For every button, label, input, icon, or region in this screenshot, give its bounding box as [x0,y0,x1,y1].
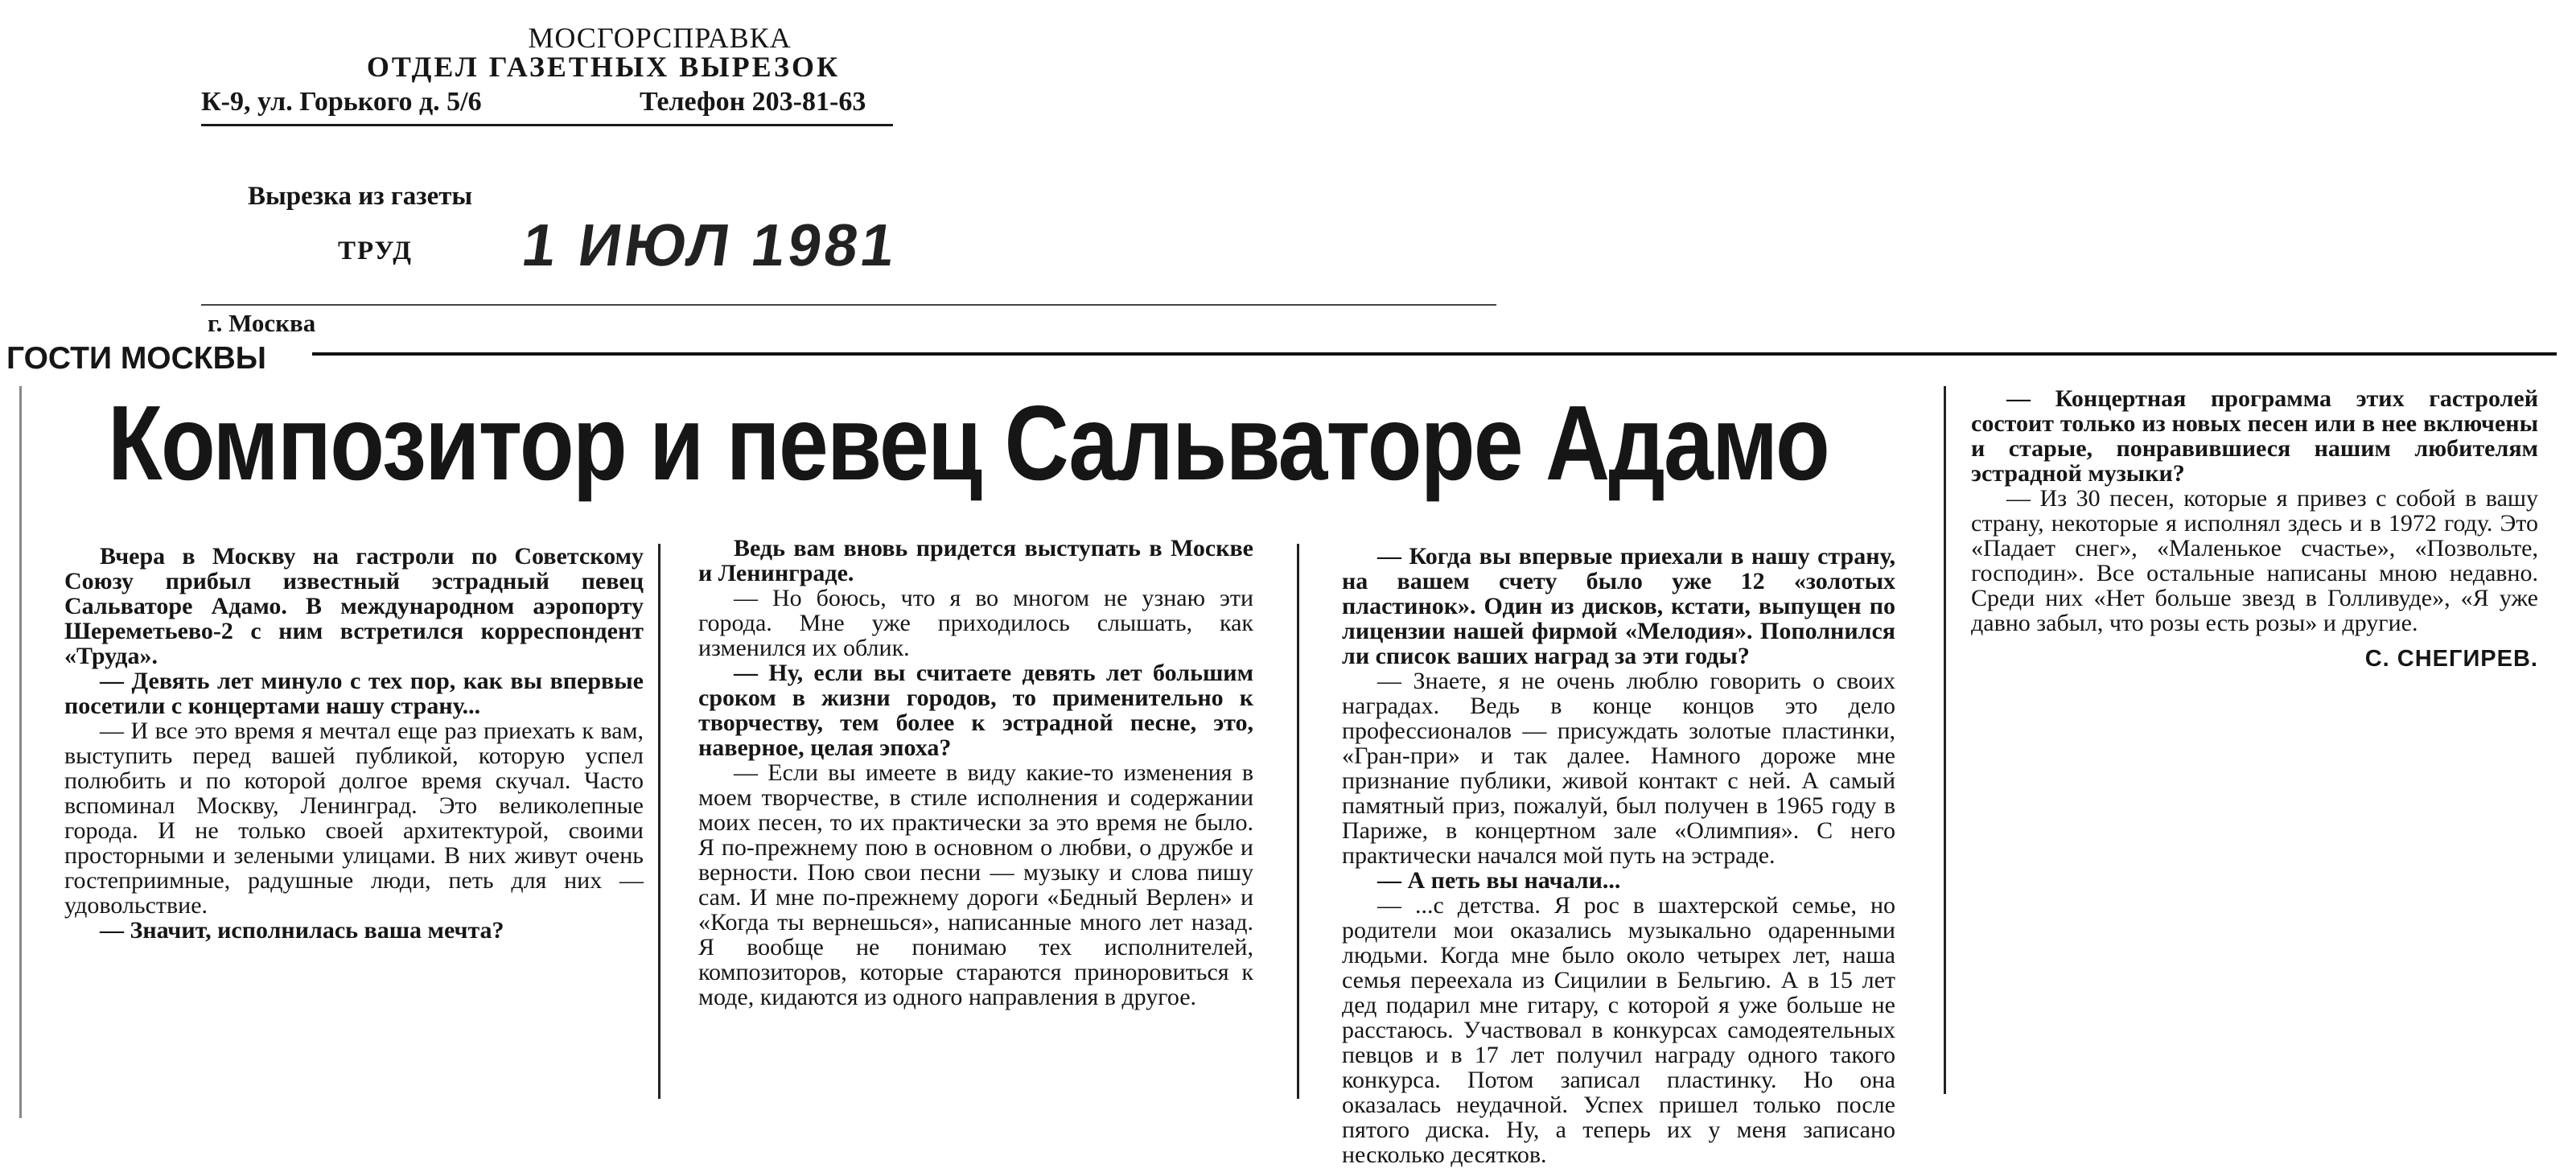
article-paragraph: — Если вы имеете в виду какие-то изменения в моем творчестве, в стиле исполнения и содержании моих песен, то их практически за это время не было. Я по-прежнему пою в основном о любви, о дружбе и верности. Пою свои песни — музыку и слова пишу сам. И мне по-прежнему дороги «Бедный Верлен» и «Когда ты вернешься», написанные много лет назад. Я вообще не понимаю тех исполнителей, композиторов, которые стараются приноровиться к моде, кидаются из одного направления в другое. [698,759,1253,1010]
stamp-phone: Телефон 203-81-63 [640,87,866,117]
article-paragraph: — Но боюсь, что я во многом не узнаю эти города. Мне уже приходилось слышать, как изменился их облик. [698,585,1253,661]
column-divider [658,544,660,1099]
clipping-date-stamp: 1 ИЮЛ 1981 [518,212,903,278]
clipping-divider [201,304,1496,306]
article-headline: Композитор и певец Сальваторе Адамо [108,384,1829,502]
article-paragraph: — Когда вы впервые приехали в нашу страну, на вашем счету было уже 12 «золотых пластинок». Один из дисков, кстати, выпущен по лицензии нашей фирмой «Мелодия». Пополнился ли список ваших наград за эти годы? [1342,543,1895,669]
stamp-department: ОТДЕЛ ГАЗЕТНЫХ ВЫРЕЗОК [366,51,841,83]
article-column-1 [64,544,644,1107]
article-paragraph: — Знаете, я не очень люблю говорить о своих наградах. Ведь в конце концов это дело профессионалов — присуждать золотые пластинки, «Гран-при» и так далее. Намного дороже мне признание публики, живой контакт с ней. А самый памятный приз, пожалуй, был получен в 1965 году в Париже, в концертном зале «Олимпия». С него практически начался мой путь на эстраде. [1342,668,1895,869]
article-paragraph: — ...с детства. Я рос в шахтерской семье, но родители мои оказались музыкально одаренными людьми. Когда мне было около четырех лет, наша семья переехала из Сицилии в Бельгию. А в 15 лет дед подарил мне гитару, с которой я уже больше не расстаюсь. Участвовал в конкурсах самодеятельных певцов и в 17 лет получил награду одного такого конкурса. Потом записал пластинку. Но она оказалась неудачной. Успех пришел только после пятого диска. Ну, а теперь их у меня записано несколько десятков. [1342,892,1895,1168]
article-paragraph: — Концертная программа этих гастролей состоит только из новых песен или в нее включены и старые, понравившиеся нашим любителям эстрадной музыки? [1971,385,2538,487]
column-divider [1944,386,1946,1094]
left-border [19,386,22,1118]
author-signature: С. СНЕГИРЕВ. [2364,646,2538,672]
article-rubric: ГОСТИ МОСКВЫ [6,341,266,376]
column-body [1971,386,2538,635]
article-paragraph: — Девять лет минуло с тех пор, как вы впервые посетили с концертами нашу страну... [64,668,644,719]
article-paragraph: — И все это время я мечтал еще раз приехать к вам, выступить перед вашей публикой, которую успел полюбить и по которой долгое время скучал. Часто вспоминал Москву, Ленинград. Это великолепные города. И не только своей архитектурой, своими просторными и зелеными улицами. В них живут очень гостеприимные, радушные люди, петь для них — удовольствие. [64,718,644,919]
article-column-3 [1342,543,1895,1168]
clipping-city: г. Москва [208,309,316,337]
column-divider [1297,544,1299,1099]
clipping-label: Вырезка из газеты [248,182,473,211]
article-column-4 [1971,386,2538,1110]
article-paragraph: — А петь вы начали... [1377,867,1621,894]
article-paragraph: — Ну, если вы считаете девять лет большим сроком в жизни городов, то применительно к творчеству, тем более к эстрадной песне, это, наверное, целая эпоха? [698,660,1253,761]
stamp-organization: МОСГОРСПРАВКА [528,22,792,54]
article-column-2 [698,536,1253,1099]
article-paragraph: Ведь вам вновь придется выступать в Москве и Ленинграде. [698,535,1253,586]
rubric-divider [312,352,2557,356]
newspaper-name: ТРУД [338,236,413,265]
stamp-contacts [201,87,901,117]
article-paragraph: — Из 30 песен, которые я привез с собой в вашу страну, некоторые я исполнял здесь и в 1972 году. Это «Падает снег», «Маленькое счастье», «Позвольте, господин». Все остальные написаны мною недавно. Среди них «Нет больше звезд в Голливуде», «Я уже давно забыл, что розы есть розы» и другие. [1971,485,2538,636]
article-paragraph: — Значит, исполнилась ваша мечта? [100,917,504,944]
stamp-divider [201,124,893,126]
article-paragraph: Вчера в Москву на гастроли по Советскому Союзу прибыл известный эстрадный певец Сальваторе Адамо. В международном аэропорту Шереметьево-2 с ним встретился корреспондент «Труда». [64,543,644,669]
stamp-address: К-9, ул. Горького д. 5/6 [201,87,482,117]
